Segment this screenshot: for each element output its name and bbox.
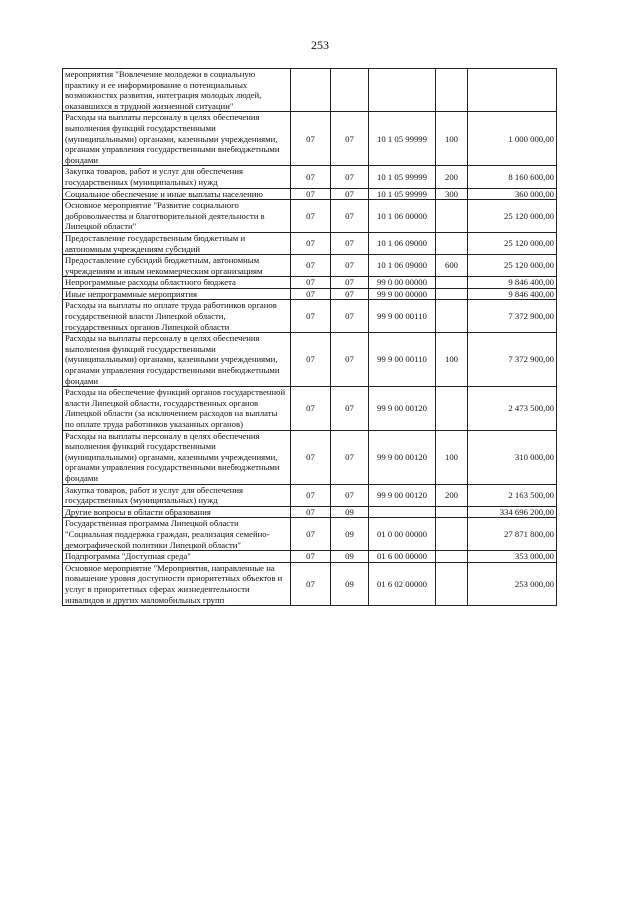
row-section-cell [291, 69, 331, 112]
table-row [63, 288, 557, 300]
row-subsection-cell: 07 [331, 188, 369, 200]
row-name-cell: Непрограммные расходы областного бюджета [63, 277, 291, 289]
table-row [63, 551, 557, 563]
row-expense-type-cell [436, 506, 468, 518]
row-amount-cell: 360 000,00 [468, 188, 557, 200]
budget-table [62, 68, 557, 606]
row-section-cell: 07 [291, 200, 331, 233]
row-subsection-cell: 07 [331, 387, 369, 430]
row-name-cell: мероприятия "Вовлечение молодежи в социальную практику и ее информирование о потенциальных возможностях развития, интеграция молодых людей, оказавшихся в трудной жизненной ситуации" [63, 69, 291, 112]
row-name-cell: Основное мероприятие "Мероприятия, направленные на повышение уровня доступности приоритетных объектов и услуг в приоритетных сферах жизнедеятельности инвалидов и других маломобильных групп [63, 562, 291, 605]
row-amount-cell: 1 000 000,00 [468, 112, 557, 166]
row-expense-type-cell [436, 518, 468, 551]
row-section-cell: 07 [291, 166, 331, 188]
row-target-article-cell: 99 9 00 00110 [369, 300, 436, 333]
row-expense-type-cell: 200 [436, 484, 468, 506]
row-amount-cell: 353 000,00 [468, 551, 557, 563]
row-expense-type-cell [436, 551, 468, 563]
row-target-article-cell: 10 1 05 99999 [369, 188, 436, 200]
row-name-cell: Предоставление государственным бюджетным и автономным учреждениям субсидий [63, 232, 291, 254]
row-expense-type-cell: 100 [436, 430, 468, 484]
row-subsection-cell: 07 [331, 430, 369, 484]
row-name-cell: Предоставление субсидий бюджетным, автономным учреждениям и иным некоммерческим организациям [63, 255, 291, 277]
row-amount-cell: 2 473 500,00 [468, 387, 557, 430]
row-subsection-cell: 07 [331, 200, 369, 233]
row-section-cell: 07 [291, 387, 331, 430]
row-section-cell: 07 [291, 551, 331, 563]
row-amount-cell: 7 372 900,00 [468, 333, 557, 387]
table-row [63, 333, 557, 387]
row-name-cell: Расходы на выплаты персоналу в целях обеспечения выполнения функций государственными (муниципальными) органами, казенными учреждениями, органами управления государственными внебюджетными фондами [63, 430, 291, 484]
row-target-article-cell: 99 0 00 00000 [369, 277, 436, 289]
table-row [63, 255, 557, 277]
table-row [63, 300, 557, 333]
row-subsection-cell: 09 [331, 506, 369, 518]
row-section-cell: 07 [291, 562, 331, 605]
row-amount-cell: 310 000,00 [468, 430, 557, 484]
row-target-article-cell: 10 1 05 99999 [369, 112, 436, 166]
row-target-article-cell: 99 9 00 00000 [369, 288, 436, 300]
row-amount-cell: 25 120 000,00 [468, 232, 557, 254]
row-name-cell: Социальное обеспечение и иные выплаты населению [63, 188, 291, 200]
row-subsection-cell: 07 [331, 288, 369, 300]
row-expense-type-cell [436, 562, 468, 605]
row-target-article-cell [369, 69, 436, 112]
row-expense-type-cell: 100 [436, 112, 468, 166]
row-expense-type-cell: 300 [436, 188, 468, 200]
row-target-article-cell: 99 9 00 00110 [369, 333, 436, 387]
row-name-cell: Расходы на выплаты персоналу в целях обеспечения выполнения функций государственными (муниципальными) органами, казенными учреждениями, органами управления государственными внебюджетными фондами [63, 112, 291, 166]
page-number: 253 [311, 38, 329, 52]
row-expense-type-cell: 600 [436, 255, 468, 277]
row-section-cell: 07 [291, 430, 331, 484]
row-section-cell: 07 [291, 288, 331, 300]
table-row [63, 562, 557, 605]
row-name-cell: Государственная программа Липецкой области "Социальная поддержка граждан, реализация семейно-демографической политики Липецкой области" [63, 518, 291, 551]
row-target-article-cell: 99 9 00 00120 [369, 430, 436, 484]
row-amount-cell: 334 696 200,00 [468, 506, 557, 518]
row-subsection-cell: 07 [331, 232, 369, 254]
row-target-article-cell: 10 1 06 09000 [369, 232, 436, 254]
row-expense-type-cell [436, 200, 468, 233]
table-row [63, 387, 557, 430]
row-name-cell: Расходы на обеспечение функций органов государственной власти Липецкой области, государственных органов Липецкой области (за исключением расходов на выплаты по оплате труда работников указанных органов) [63, 387, 291, 430]
row-name-cell: Другие вопросы в области образования [63, 506, 291, 518]
table-row [63, 112, 557, 166]
row-expense-type-cell: 200 [436, 166, 468, 188]
row-subsection-cell: 09 [331, 551, 369, 563]
row-section-cell: 07 [291, 255, 331, 277]
row-subsection-cell: 07 [331, 255, 369, 277]
row-section-cell: 07 [291, 300, 331, 333]
row-amount-cell: 253 000,00 [468, 562, 557, 605]
row-section-cell: 07 [291, 518, 331, 551]
row-expense-type-cell [436, 69, 468, 112]
row-expense-type-cell [436, 300, 468, 333]
row-name-cell: Подпрограмма "Доступная среда" [63, 551, 291, 563]
row-target-article-cell: 01 0 00 00000 [369, 518, 436, 551]
table-row [63, 200, 557, 233]
row-section-cell: 07 [291, 484, 331, 506]
row-name-cell: Расходы на выплаты персоналу в целях обеспечения выполнения функций государственными (муниципальными) органами, казенными учреждениями, органами управления государственными внебюджетными фондами [63, 333, 291, 387]
row-name-cell: Закупка товаров, работ и услуг для обеспечения государственных (муниципальных) нужд [63, 484, 291, 506]
row-subsection-cell: 07 [331, 300, 369, 333]
table-row [63, 430, 557, 484]
row-amount-cell: 27 871 800,00 [468, 518, 557, 551]
row-amount-cell: 2 163 500,00 [468, 484, 557, 506]
row-amount-cell: 9 846 400,00 [468, 288, 557, 300]
row-section-cell: 07 [291, 506, 331, 518]
budget-table-body [63, 69, 557, 606]
row-section-cell: 07 [291, 112, 331, 166]
row-name-cell: Иные непрограммные мероприятия [63, 288, 291, 300]
row-target-article-cell: 99 9 00 00120 [369, 484, 436, 506]
row-amount-cell [468, 69, 557, 112]
row-subsection-cell: 07 [331, 166, 369, 188]
row-amount-cell: 8 160 600,00 [468, 166, 557, 188]
table-row [63, 484, 557, 506]
row-subsection-cell: 07 [331, 484, 369, 506]
row-section-cell: 07 [291, 333, 331, 387]
row-subsection-cell: 07 [331, 112, 369, 166]
row-name-cell: Расходы на выплаты по оплате труда работников органов государственной власти Липецкой области, государственных органов Липецкой области [63, 300, 291, 333]
table-row [63, 69, 557, 112]
table-row [63, 518, 557, 551]
row-target-article-cell: 10 1 05 99999 [369, 166, 436, 188]
row-expense-type-cell [436, 387, 468, 430]
row-subsection-cell [331, 69, 369, 112]
row-name-cell: Закупка товаров, работ и услуг для обеспечения государственных (муниципальных) нужд [63, 166, 291, 188]
table-row [63, 166, 557, 188]
table-row [63, 277, 557, 289]
row-amount-cell: 9 846 400,00 [468, 277, 557, 289]
table-row [63, 188, 557, 200]
row-subsection-cell: 09 [331, 562, 369, 605]
row-section-cell: 07 [291, 232, 331, 254]
row-target-article-cell: 01 6 00 00000 [369, 551, 436, 563]
row-target-article-cell: 01 6 02 00000 [369, 562, 436, 605]
row-name-cell: Основное мероприятие "Развитие социального добровольчества и благотворительной деятельности в Липецкой области" [63, 200, 291, 233]
row-target-article-cell: 10 1 06 00000 [369, 200, 436, 233]
row-amount-cell: 25 120 000,00 [468, 200, 557, 233]
row-expense-type-cell [436, 232, 468, 254]
row-subsection-cell: 07 [331, 333, 369, 387]
row-expense-type-cell [436, 288, 468, 300]
row-expense-type-cell: 100 [436, 333, 468, 387]
row-section-cell: 07 [291, 188, 331, 200]
row-expense-type-cell [436, 277, 468, 289]
row-subsection-cell: 09 [331, 518, 369, 551]
table-row [63, 506, 557, 518]
row-target-article-cell [369, 506, 436, 518]
row-subsection-cell: 07 [331, 277, 369, 289]
table-row [63, 232, 557, 254]
row-amount-cell: 25 120 000,00 [468, 255, 557, 277]
row-target-article-cell: 10 1 06 09000 [369, 255, 436, 277]
row-target-article-cell: 99 9 00 00120 [369, 387, 436, 430]
row-amount-cell: 7 372 900,00 [468, 300, 557, 333]
row-section-cell: 07 [291, 277, 331, 289]
